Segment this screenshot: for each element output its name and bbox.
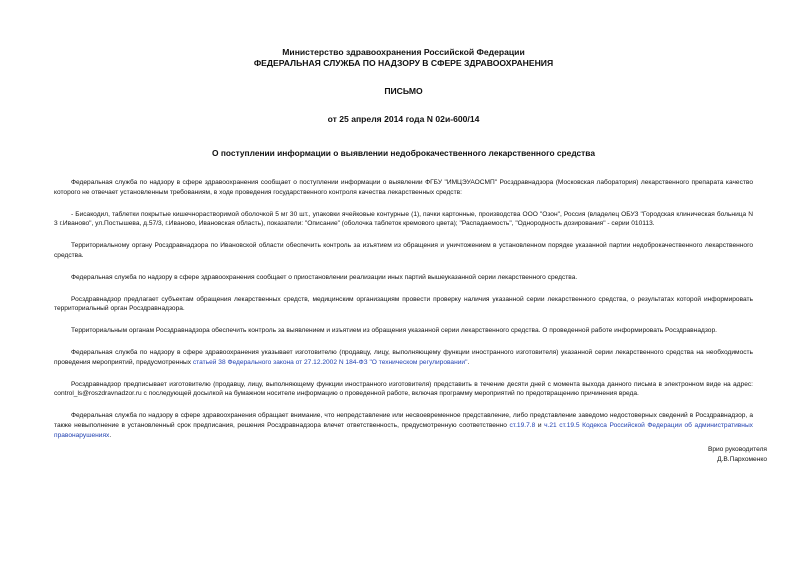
- paragraph-9: [54, 411, 753, 440]
- signature-block: [708, 445, 767, 464]
- service-name: ФЕДЕРАЛЬНАЯ СЛУЖБА ПО НАДЗОРУ В СФЕРЕ ЗДРАВООХРАНЕНИЯ: [253, 58, 554, 68]
- article-19-5-link[interactable]: ч.21 ст.19.5: [544, 422, 580, 430]
- ministry-name: Министерство здравоохранения Российской Федерации: [282, 47, 525, 57]
- paragraph-5: Росздравнадзор предлагает субъектам обращения лекарственных средств, медицинским организациям провести проверку наличия указанной серии лекарственного средства, о результатах которой информировать территориальный орган Росздравнадзора.: [54, 295, 753, 313]
- document-type: ПИСЬМО: [384, 86, 423, 96]
- law-184-fz-link[interactable]: статьей 38 Федерального закона от 27.12.2002 N 184-ФЗ "О техническом регулировании": [192, 358, 468, 366]
- document-subject: О поступлении информации о выявлении недоброкачественного лекарственного средства: [212, 148, 595, 158]
- paragraph-7: [54, 348, 753, 367]
- paragraph-6: Территориальным органам Росздравнадзора обеспечить контроль за выявлением и изъятием из обращения указанной серии лекарственного средства. О проведенной работе информировать Росздравнадзор.: [71, 327, 717, 335]
- signatory-position: Врио руководителя: [707, 446, 767, 453]
- paragraph-1: Федеральная служба по надзору в сфере здравоохранения сообщает о поступлении информации о выявлении ФГБУ "ИМЦЭУАОСМП" Росздравнадзора (Московская лаборатория) лекарственного препарата качество которого не отвечает установленным требованиям, в ходе проведения государственного контроля качества лекарственных средств:: [54, 179, 753, 196]
- paragraph-7-text: Федеральная служба по надзору в сфере здравоохранения указывает изготовителю (продавцу, лицу, выполняющему функции иностранного изготовителя) указанной серии лекарственного средства на необходимость проведения мероприятий, предусмотренных: [54, 349, 753, 366]
- document-date: от 25 апреля 2014 года N 02и-600/14: [327, 114, 480, 124]
- signatory-name: Д.В.Пархоменко: [717, 455, 767, 463]
- paragraph-4: Федеральная служба по надзору в сфере здравоохранения сообщает о приостановлении реализации иных партий вышеуказанной серии лекарственного средства.: [71, 273, 578, 281]
- paragraph-9-text: Федеральная служба по надзору в сфере здравоохранения обращает внимание, что непредставление или несвоевременное представление, либо представление заведомо недостоверных сведений в Росздравнадзор, а также невыполнение в установленный срок предписания, решения Росздравнадзора влечет ответственность, предусмотренную соответственно: [54, 412, 753, 430]
- article-19-7-8-link[interactable]: ст.19.7.8: [509, 422, 536, 430]
- paragraph-8: Росздравнадзор предписывает изготовителю (продавцу, лицу, выполняющему функции иностранного изготовителя) представить в течение десяти дней с момента выхода данного письма в электронном виде на адрес: control_ls@roszdravnadzor.ru с последующей досылкой на бумажном носителе информацию о проведенной работе, включая программу мероприятий по предотвращению причинения вреда.: [54, 380, 753, 398]
- paragraph-3: Территориальному органу Росздравнадзора по Ивановской области обеспечить контроль за изъятием из обращения и уничтожением в установленном порядке указанной партии недоброкачественного лекарственного средства.: [54, 242, 753, 259]
- paragraph-2: - Бисакодил, таблетки покрытые кишечнорастворимой оболочкой 5 мг 30 шт., упаковки ячейковые контурные (1), пачки картонные, производства ООО "Озон", Россия (владелец ОБУЗ "Городская клиническая больница N 3 г.Иваново", ул.Постышева, д.57/3, г.Иваново, Ивановская область), показатели: "Описание" (оболочка таблеток кремового цвета); "Распадаемость", "Однородность дозирования" - серии 010113.: [54, 210, 753, 228]
- koap-rf-link[interactable]: Кодекса Российской Федерации об административных правонарушениях: [54, 422, 753, 439]
- paragraph-7-end: .: [467, 358, 470, 366]
- document-body: [54, 178, 753, 440]
- paragraph-9-mid1: и: [535, 422, 545, 430]
- paragraph-9-end: .: [109, 431, 112, 439]
